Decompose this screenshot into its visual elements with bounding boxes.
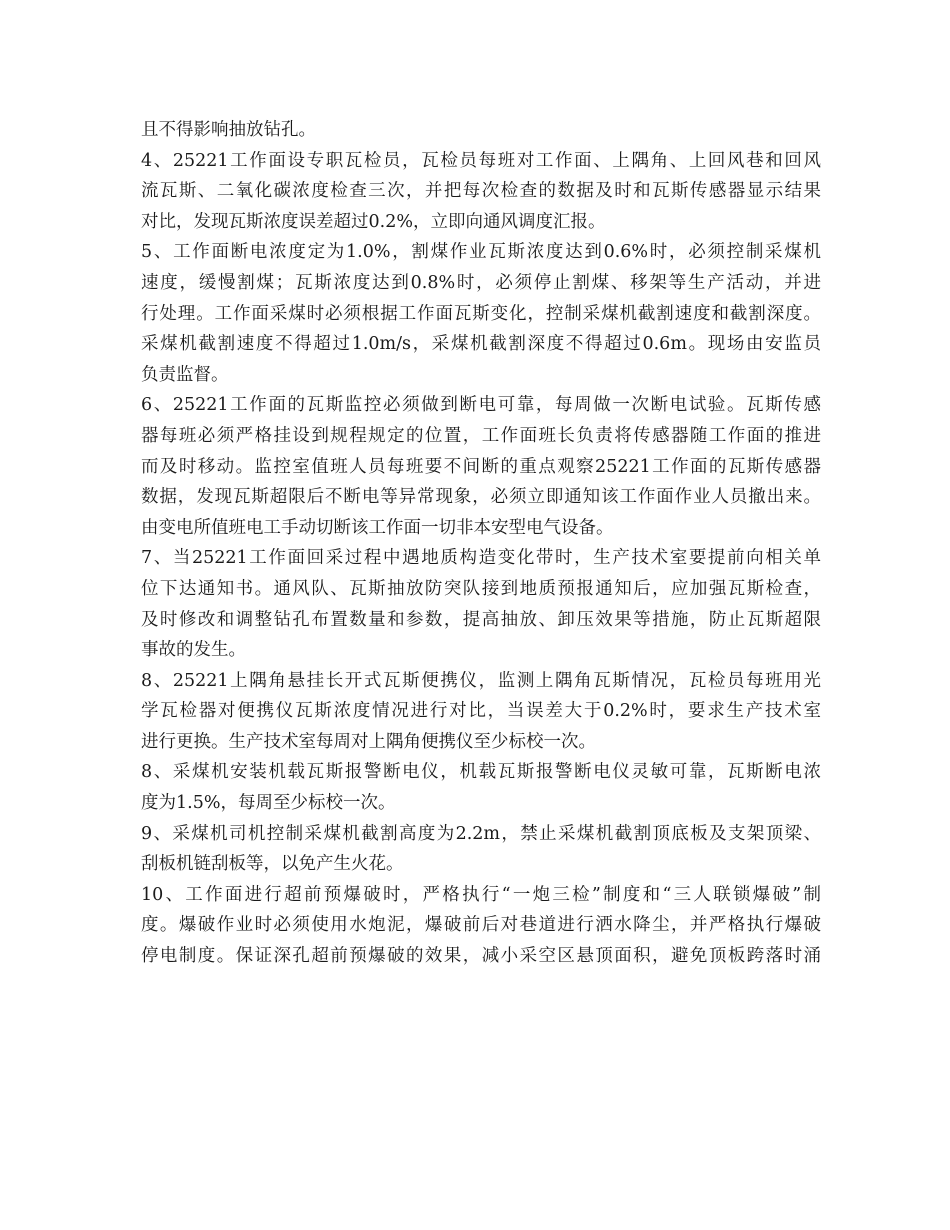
text-line: 6、25221工作面的瓦斯监控必须做到断电可靠，每周做一次断电试验。瓦斯传感 bbox=[141, 395, 821, 416]
text-line: 学瓦检器对便携仪瓦斯浓度情况进行对比，当误差大于0.2%时，要求生产技术室 bbox=[141, 701, 821, 722]
text-line: 4、25221工作面设专职瓦检员，瓦检员每班对工作面、上隅角、上回风巷和回风 bbox=[141, 150, 821, 171]
text-line: 度为1.5%，每周至少标校一次。 bbox=[141, 793, 396, 814]
text-line: 对比，发现瓦斯浓度误差超过0.2%，立即向通风调度汇报。 bbox=[141, 211, 606, 232]
text-line: 且不得影响抽放钻孔。 bbox=[141, 120, 316, 140]
text-line: 而及时移动。监控室值班人员每班要不间断的重点观察25221工作面的瓦斯传感器 bbox=[141, 456, 821, 477]
text-line: 及时修改和调整钻孔布置数量和参数，提高抽放、卸压效果等措施，防止瓦斯超限 bbox=[141, 609, 821, 630]
text-line: 10、工作面进行超前预爆破时，严格执行“一炮三检”制度和“三人联锁爆破”制 bbox=[141, 884, 821, 905]
document-body bbox=[141, 115, 821, 972]
text-line: 9、采煤机司机控制采煤机截割高度为2.2m，禁止采煤机截割顶底板及支架顶梁、 bbox=[141, 823, 821, 844]
text-line: 位下达通知书。通风队、瓦斯抽放防突队接到地质预报通知后，应加强瓦斯检查， bbox=[141, 578, 821, 599]
text-line: 停电制度。保证深孔超前预爆破的效果，减小采空区悬顶面积，避免顶板跨落时涌 bbox=[141, 946, 821, 967]
text-line: 由变电所值班电工手动切断该工作面一切非本安型电气设备。 bbox=[141, 517, 614, 538]
text-line: 8、25221上隅角悬挂长开式瓦斯便携仪，监测上隅角瓦斯情况，瓦检员每班用光 bbox=[141, 670, 821, 691]
text-line: 器每班必须严格挂设到规程规定的位置，工作面班长负责将传感器随工作面的推进 bbox=[141, 425, 821, 446]
text-line: 刮板机链刮板等，以免产生火花。 bbox=[141, 854, 404, 875]
text-line: 速度，缓慢割煤；瓦斯浓度达到0.8%时，必须停止割煤、移架等生产活动，并进 bbox=[141, 272, 821, 293]
text-line: 5、工作面断电浓度定为1.0%，割煤作业瓦斯浓度达到0.6%时，必须控制采煤机 bbox=[141, 242, 821, 263]
text-line: 进行更换。生产技术室每周对上隅角便携仪至少标校一次。 bbox=[141, 731, 596, 752]
text-line: 8、采煤机安装机载瓦斯报警断电仪，机载瓦斯报警断电仪灵敏可靠，瓦斯断电浓 bbox=[141, 762, 821, 783]
text-line: 流瓦斯、二氧化碳浓度检查三次，并把每次检查的数据及时和瓦斯传感器显示结果 bbox=[141, 181, 821, 202]
text-line: 负责监督。 bbox=[141, 364, 229, 385]
text-line: 数据，发现瓦斯超限后不断电等异常现象，必须立即通知该工作面作业人员撤出来。 bbox=[141, 487, 821, 508]
text-line: 采煤机截割速度不得超过1.0m/s，采煤机截割深度不得超过0.6m。现场由安监员 bbox=[141, 334, 821, 355]
text-line: 行处理。工作面采煤时必须根据工作面瓦斯变化，控制采煤机截割速度和截割深度。 bbox=[141, 303, 821, 324]
text-line: 度。爆破作业时必须使用水炮泥，爆破前后对巷道进行洒水降尘，并严格执行爆破 bbox=[141, 915, 821, 936]
text-line: 7、当25221工作面回采过程中遇地质构造变化带时，生产技术室要提前向相关单 bbox=[141, 548, 821, 569]
text-line: 事故的发生。 bbox=[141, 640, 246, 661]
